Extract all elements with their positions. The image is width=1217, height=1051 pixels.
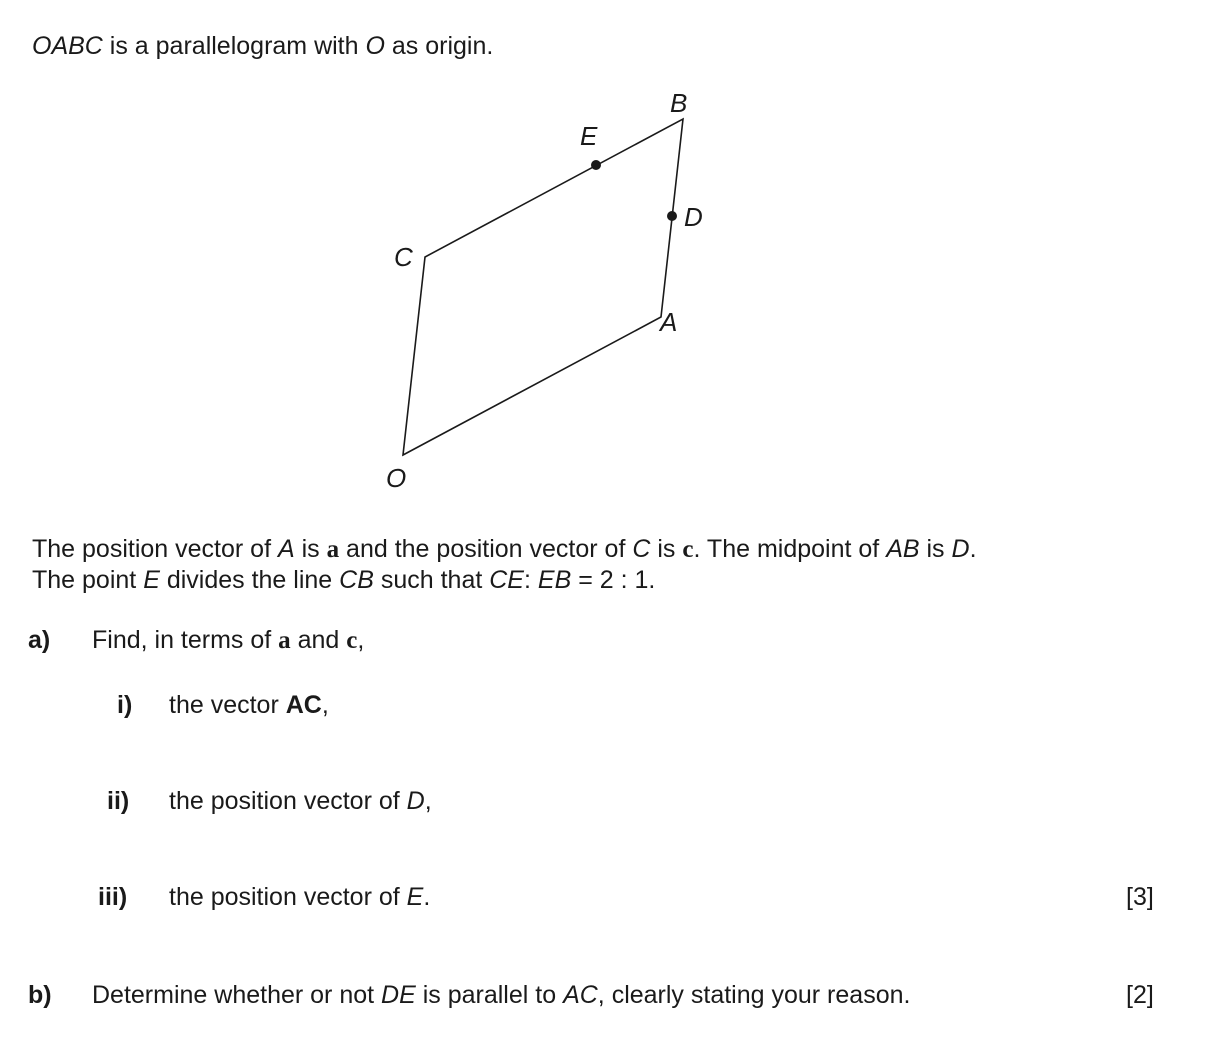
statement-part: .: [969, 535, 977, 563]
label-d: D: [684, 202, 703, 232]
question-var: D: [406, 787, 425, 815]
vector-c: c: [346, 627, 358, 654]
label-c: C: [394, 242, 413, 272]
statement-var: E: [143, 566, 160, 594]
statement-part: = 2 : 1.: [571, 566, 656, 594]
question-var: AC: [563, 981, 598, 1009]
vector-a: a: [278, 627, 291, 654]
statement-part: divides the line: [159, 566, 340, 594]
label-a: A: [660, 307, 678, 337]
intro-var-oabc: OABC: [32, 32, 103, 60]
question-part: the position vector of: [169, 787, 407, 815]
question-a-text: [92, 625, 364, 656]
question-part: .: [423, 883, 431, 911]
statement-part: such that: [373, 566, 490, 594]
question-part: is parallel to: [415, 981, 564, 1009]
statement-var: EB: [537, 566, 572, 594]
question-a-i-label: i): [117, 691, 133, 719]
statement-var: CE: [489, 566, 524, 594]
question-part: ,: [357, 626, 365, 654]
question-a-ii-text: [169, 786, 432, 816]
question-part: the position vector of: [169, 883, 407, 911]
statement-part: is: [919, 535, 952, 563]
parallelogram-diagram: [0, 0, 1217, 500]
statement-part: and the position vector of: [339, 535, 633, 563]
label-b: B: [670, 88, 688, 118]
label-e: E: [580, 121, 598, 151]
statement-var: D: [951, 535, 970, 563]
statement-line-2: [32, 565, 655, 595]
intro-text-part: is a parallelogram with: [102, 32, 366, 60]
statement-part: The point: [32, 566, 144, 594]
statement-var: C: [632, 535, 651, 563]
question-part: , clearly stating your reason.: [597, 981, 911, 1009]
question-part: the vector: [169, 691, 286, 719]
question-a-label: a): [28, 626, 51, 654]
question-part: Determine whether or not: [92, 981, 382, 1009]
parallelogram-oabc: [403, 119, 683, 455]
question-a-iii-text: [169, 882, 430, 912]
point-e-marker: [591, 160, 601, 170]
statement-var: CB: [339, 566, 374, 594]
statement-line-1: [32, 534, 977, 565]
statement-part: is: [294, 535, 327, 563]
question-part: Find, in terms of: [92, 626, 279, 654]
vector-a: a: [326, 536, 340, 563]
point-d-marker: [667, 211, 677, 221]
label-o: O: [386, 463, 407, 493]
question-a-i-text: [169, 690, 329, 720]
question-a-marks: [3]: [1126, 883, 1154, 911]
question-part: ,: [424, 787, 432, 815]
intro-text-part: as origin.: [384, 32, 494, 60]
statement-part: :: [523, 566, 538, 594]
vector-c: c: [682, 536, 694, 563]
question-a-ii-label: ii): [107, 787, 130, 815]
question-b-label: b): [28, 981, 52, 1009]
statement-var: A: [277, 535, 295, 563]
vector-ac: AC: [285, 691, 322, 719]
question-part: ,: [321, 691, 329, 719]
statement-var: AB: [886, 535, 920, 563]
intro-var-o: O: [365, 32, 385, 60]
statement-part: . The midpoint of: [693, 535, 887, 563]
question-part: and: [290, 626, 347, 654]
question-b-text: [92, 980, 910, 1010]
statement-part: is: [650, 535, 683, 563]
statement-part: The position vector of: [32, 535, 278, 563]
question-b-marks: [2]: [1126, 981, 1154, 1009]
question-var: DE: [381, 981, 416, 1009]
question-var: E: [406, 883, 424, 911]
question-a-iii-label: iii): [98, 883, 128, 911]
